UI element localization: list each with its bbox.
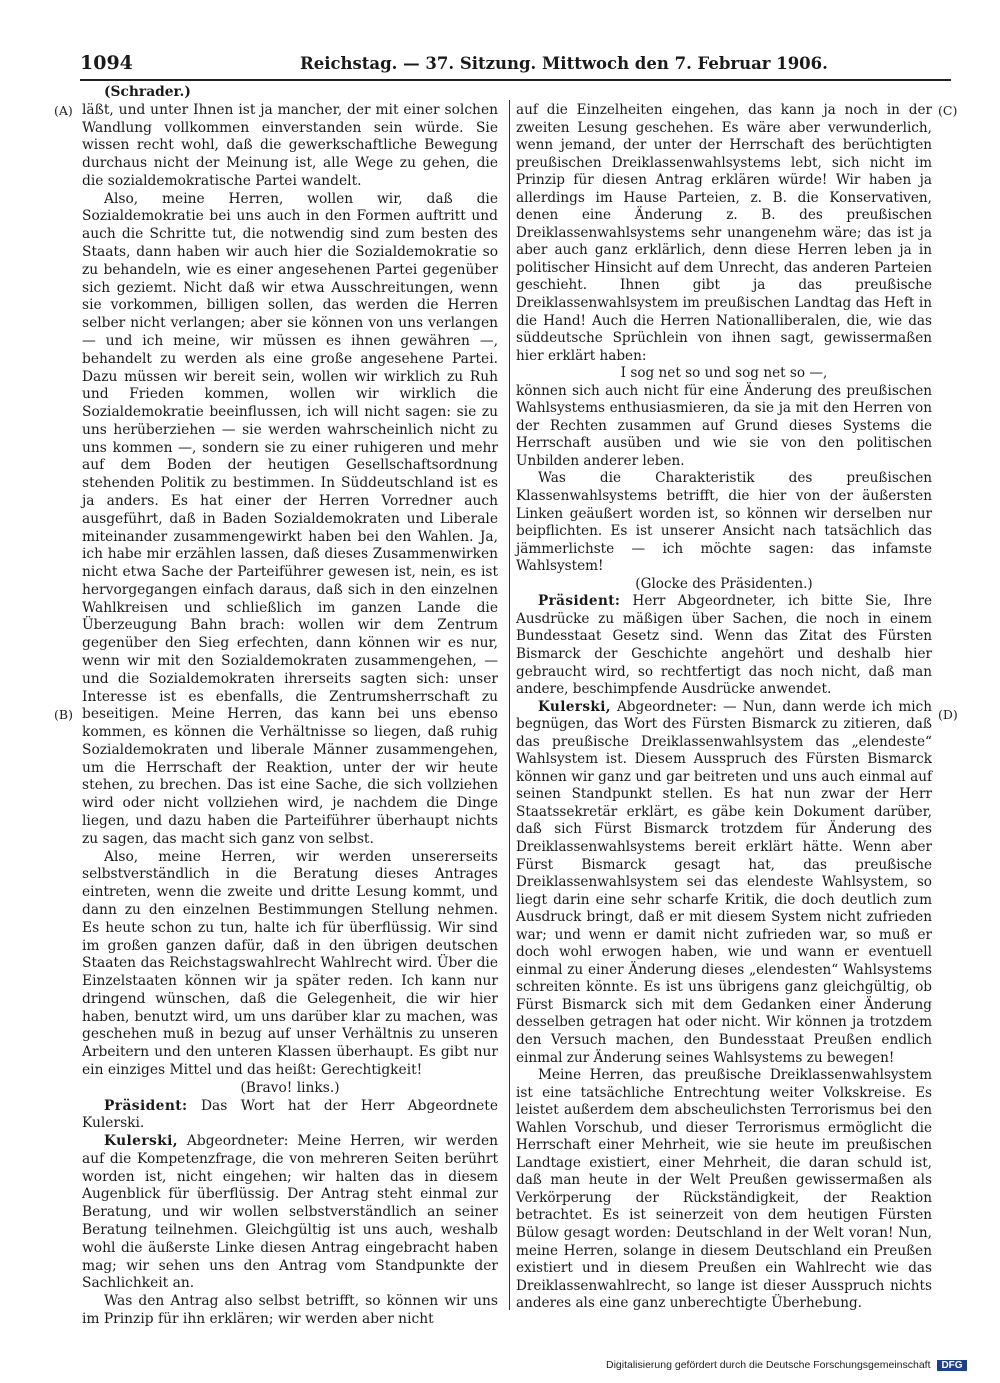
speaker-tag: (Schrader.) bbox=[104, 84, 191, 100]
page-header bbox=[80, 50, 950, 80]
president-remark bbox=[82, 1098, 498, 1134]
kulerski-speech bbox=[516, 699, 932, 1067]
speech-text: Abgeordneter: Meine Herren, wir werden auf die Kompetenzfrage, die von mehreren Seiten berührt worden ist, nicht eingehen; wir halten das in diesem Augenblick für überflüssig. Der Antrag steht einmal zur Beratung, und wir wollen selbstverständlich an seiner Beratung teilnehmen. Gleichgültig ist uns auch, weshalb wohl die äußerste Linke diesen Antrag eingebracht haben mag; wir sehen uns den Antrag vom Standpunkte der Sachlichkeit an. bbox=[82, 1133, 499, 1292]
speaker-name: Kulerski, bbox=[538, 698, 611, 715]
paragraph: Also, meine Herren, wir werden unsererseits selbstverständlich in die Beratung dieses Antrages eintreten, wenn die zweite und dritte Lesung kommt, und dann zu den einzelnen Bestimmungen Stellung nehmen. Es heute schon zu tun, halte ich für überflüssig. Wir sind im großen ganzen dafür, daß in den übrigen deutschen Staaten das Reichstagswahlrecht Wahlrecht wird. Über die Einzelstaaten können wir ja später reden. Ich kann nur dringend wünschen, daß die Gelegenheit, die wir hier haben, benutzt wird, um uns darüber klar zu machen, was geschehen muß in bezug auf unser Verhältnis zu unseren Arbeitern und den unteren Klassen überhaupt. Es gibt nur ein einziges Mittel und das heißt: Gerechtigkeit! bbox=[82, 848, 498, 1078]
speech-text: Abgeordneter: — Nun, dann werde ich mich begnügen, das Wort des Fürsten Bismarck zu zitieren, daß das preußische Dreiklassenwahlsystem das „elendeste“ Wahlsystem ist. Diesem Ausspruch des Fürsten Bismarck können wir ganz und gar beitreten und uns auch einmal auf seinen Standpunkt stellen. Es hat nun zwar der Herr Staatssekretär erklärt, es gäbe kein Dokument darüber, daß sich Fürst Bismarck trotzdem für Änderung des Dreiklassenwahlsystems bereit erklärt hätte. Wenn aber Fürst Bismarck gesagt hat, das preußische Dreiklassenwahlsystem sei das elendeste Wahlsystem, so liegt darin eine sehr scharfe Kritik, die doch deutlich zum Ausdruck bringt, daß er mit diesem System nicht zufrieden war; und wenn er damit nicht zufrieden war, so muß er doch wohl erwogen haben, wie und wann er eventuell einmal zu einer Änderung dieses „elendesten“ Wahlsystems schreiten könnte. Es ist uns übrigens ganz gleichgültig, ob Fürst Bismarck sich mit dem Gedanken einer Änderung desselben getragen hat oder nicht. Wir können ja trotzdem den Versuch machen, den Bundesstaat Preußen endlich einmal zur Änderung seines Wahlsystems zu bewegen! bbox=[516, 698, 932, 1066]
header-rule bbox=[80, 79, 951, 81]
speaker-name: Präsident: bbox=[104, 1097, 188, 1114]
speaker-name: Kulerski, bbox=[104, 1133, 178, 1150]
kulerski-speech bbox=[82, 1133, 498, 1293]
running-title: Reichstag. — 37. Sitzung. Mittwoch den 7. Februar 1906. bbox=[300, 54, 828, 73]
margin-mark-b: (B) bbox=[54, 707, 73, 722]
column-divider bbox=[509, 100, 510, 1310]
remark-text: Herr Abgeordneter, ich bitte Sie, Ihre Ausdrücke zu mäßigen über Sachen, die noch in einem Bundesstaat Gesetz sind. Wenn das Zitat des Fürsten Bismarck der Geschichte angehört und deshalb hier gebraucht wird, so rechtfertigt das noch nicht, daß man andere, beschimpfende Ausdrücke anwendet. bbox=[516, 593, 933, 698]
paragraph: Was den Antrag also selbst betrifft, so können wir uns im Prinzip für ihn erklären; wir werden aber nicht bbox=[82, 1293, 498, 1327]
margin-mark-a: (A) bbox=[54, 103, 73, 118]
paragraph: Also, meine Herren, wollen wir, daß die Sozialdemokratie bei uns auch in den Formen auftritt und auch die Schritte tut, die notwendig sind zum besten des Staats, dann haben wir auch hier die Sozialdemokratie so zu behandeln, wie es einer angesehenen Partei gegenüber sich geziemt. Nicht daß wir etwa Ausschreitungen, wenn sie vorkommen, billigen sollen, das werden die Herren selber nicht verlangen; aber sie können von uns verlangen — und ich meine, wir müssen es ihnen gewähren —, behandelt zu werden als eine große angesehene Partei. Dazu müssen wir bereit sein, wollen wir wirklich zu Ruh und Frieden kommen, wollen wir wirklich die Sozialdemokratie beeinflussen, ich will nicht sagen: sie zu uns herüberziehen — sie werden wahrscheinlich nicht zu uns kommen —, sondern sie zu einer ruhigeren und mehr auf dem Boden der heutigen Gesellschaftsordnung stehenden Politik zu bestimmen. In Süddeutschland ist es ja anders. Es hat einer der Herren Vorredner auch ausgeführt, daß in Baden Sozialdemokraten und Liberale miteinander zusammengewirkt haben bei den Wahlen. Ja, ich habe mir erzählen lassen, daß dieses Zusammenwirken nicht etwa Sache der Parteiführer gewesen ist, nein, es ist hervorgegangen einfach daraus, daß sich in den einzelnen Wahlkreisen und schließlich im ganzen Lande die Überzeugung Bahn brach: wollen wir dem Zentrum gegenüber den Sieg erfechten, dann können wir es nur, wenn wir mit den Sozialdemokraten zusammengehen, — und die Sozialdemokraten ihrerseits sagten sich: unser Interesse ist es ebenfalls, die Zentrumsherrschaft zu beseitigen. Meine Herren, das kann bei uns ebenso kommen, es können die Verhältnisse so liegen, daß ruhig Sozialdemokraten und liberale Männer zusammengehen, um die Herrschaft der Reaktion, unter der wir heute stehen, zu brechen. Das ist eine Sache, die sich vollziehen wird oder nicht vollziehen wird, je nachdem die Dinge liegen, und dazu haben die Parteiführer überhaupt nichts zu sagen, das macht sich ganz von selbst. bbox=[82, 190, 498, 847]
applause-note: (Bravo! links.) bbox=[240, 1079, 340, 1096]
president-remark bbox=[516, 593, 932, 698]
digitization-footer bbox=[606, 1359, 967, 1371]
dfg-logo-icon: DFG bbox=[937, 1360, 966, 1371]
left-column bbox=[82, 84, 498, 1329]
bell-note: (Glocke des Präsidenten.) bbox=[635, 575, 813, 592]
right-column bbox=[516, 102, 932, 1313]
speaker-name: Präsident: bbox=[538, 593, 621, 610]
page-number: 1094 bbox=[80, 52, 133, 74]
margin-mark-c: (C) bbox=[938, 103, 958, 118]
footer-text: Digitalisierung gefördert durch die Deutsche Forschungsgemeinschaft bbox=[606, 1359, 931, 1371]
remark-text: Das Wort hat der Herr Abgeordnete Kulerski. bbox=[82, 1097, 498, 1132]
paragraph: Meine Herren, das preußische Dreiklassenwahlsystem ist eine tatsächliche Entrechtung weiter Volkskreise. Es leistet außerdem dem abscheulichsten Terrorismus bei den Wahlen Vorschub, und dieser Terrorismus ermöglicht die Herrschaft einer Mehrheit, wie sie heute im preußischen Landtage existiert, einer Mehrheit, die daran schuld ist, daß man heute in der Welt Preußen gewissermaßen als Verkörperung der Rückständigkeit, der Reaktion betrachtet. Es ist seinerzeit von dem heutigen Fürsten Bülow gesagt worden: Deutschland in der Welt voran! Nun, meine Herren, solange in diesem Deutschland ein Preußen existiert und in diesem Preußen ein Wahlrecht wie das Dreiklassenwahlrecht, so lange ist dieser Ausspruch nichts anderes als eine ganz unberechtigte Überhebung. bbox=[516, 1067, 932, 1312]
quote: I sog net so und sog net so —, bbox=[620, 365, 828, 382]
paragraph: können sich auch nicht für eine Änderung des preußischen Wahlsystems enthusiasmieren, da sie ja mit den Herren von der Rechten zusammen auf Grund dieses Systems die Herrschaft ausüben und wie sie von den politischen Unbilden anderer leben. bbox=[516, 382, 932, 469]
paragraph: Was die Charakteristik des preußischen Klassenwahlsystems betrifft, die hier von der äußersten Linken geäußert worden ist, so können wir derselben nur beipflichten. Es ist unserer Ansicht nach tatsächlich das jämmerlichste — ich möchte sagen: das infamste Wahlsystem! bbox=[516, 470, 932, 575]
paragraph: läßt, und unter Ihnen ist ja mancher, der mit einer solchen Wandlung vollkommen einverstanden sein würde. Sie wissen recht wohl, daß die gewerkschaftliche Bewegung durchaus nicht der Meinung ist, alle Wege zu gehen, die die sozialdemokratische Partei wandelt. bbox=[82, 101, 498, 189]
margin-mark-d: (D) bbox=[938, 707, 958, 722]
paragraph: auf die Einzelheiten eingehen, das kann ja noch in der zweiten Lesung geschehen. Es wäre aber verwunderlich, wenn jemand, der unter der Herrschaft des berüchtigten preußischen Dreiklassenwahlsystems lebt, sich nicht im Prinzip für diesen Antrag erklären würde! Wir haben ja allerdings im Hause Parteien, z. B. die Konservativen, denen eine Änderung z. B. des preußischen Dreiklassenwahlsystems sehr unangenehm wäre; das ist ja aber auch ganz erklärlich, denn diese Herren leben ja in politischer Hinsicht auf dem Unrecht, das anderen Parteien geschieht. Ihnen gibt ja das preußische Dreiklassenwahlsystem im preußischen Landtag das Heft in die Hand! Auch die Herren Nationalliberalen, die, wie das süddeutsche Sprüchlein von ihnen sagt, gewissermaßen hier erklärt haben: bbox=[516, 102, 932, 364]
